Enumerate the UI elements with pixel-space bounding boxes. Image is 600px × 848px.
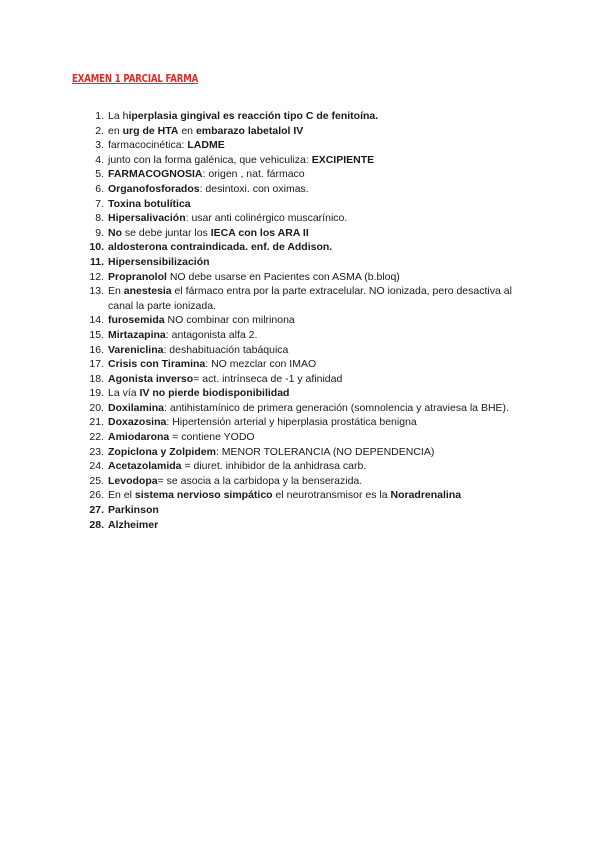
list-item-number: 3. [95,139,104,152]
list-item-bold-text: Parkinson [108,504,159,517]
list-item-text: : Hipertensión arterial y hiperplasia prostática benigna [166,416,417,429]
list-item-bold-text: iperplasia gingival es reacción tipo C de fenitoína. [128,110,379,122]
list-item [0,357,528,372]
list-item-number: 2. [95,124,104,137]
list-item [0,343,528,358]
list-item-text: : antagonista alfa 2. [165,328,258,341]
list-item-bold-text: sistema nervioso simpático [134,489,273,502]
list-item-number: 21. [89,416,104,429]
list-item-number: 15. [89,328,104,341]
list-item-number: 5. [95,168,104,181]
list-item-number: 4. [95,153,104,166]
list-item-text: : MENOR TOLERANCIA (NO DEPENDENCIA) [215,445,435,458]
list-item-bold-text: Acetazolamida [108,460,182,473]
list-item-bold-text: Agonista inverso [108,372,194,385]
list-item-text: : desintoxi. con oximas. [199,182,309,195]
list-item-text: : antihistamínico de primera generación (somnolencia y atraviesa la BHE). [164,401,509,414]
list-item-number: 13. [89,285,104,298]
list-item-bold-text: Noradrenalina [390,489,462,502]
list-item-text: NO combinar con milrinona [164,314,295,327]
list-item-number: 26. [89,489,104,502]
list-item-text: : deshabituación tabáquica [163,343,289,356]
list-item-bold-text: Doxilamina [108,401,165,414]
list-item [0,211,528,226]
list-item-bold-text: IECA con los ARA II [210,226,309,239]
list-item [0,328,528,343]
list-item-number: 25. [89,474,104,487]
list-item-text: La vía [108,387,140,400]
list-item [0,386,528,401]
list-item [0,459,528,474]
list-item [0,430,528,445]
list-item-bold-text: IV no pierde biodisponibilidad [139,387,290,400]
list-item [0,109,528,124]
list-item-number: 22. [89,431,104,444]
list-item [0,197,528,212]
list-item-number: 11. [89,255,104,268]
list-item [0,372,528,387]
list-item-number: 18. [89,372,104,385]
list-item-number: 24. [89,460,104,473]
list-item-text: se debe juntar los [122,226,211,239]
list-item-bold-text: Hipersensibilización [108,255,210,268]
list-item-bold-text: Vareniclina [108,343,164,356]
list-item-number: 10. [89,241,104,254]
list-item-text: el neurotransmisor es la [272,489,391,502]
list-item-bold-text: Crisis con Tiramina [108,358,206,371]
list-item-text: en [108,124,123,137]
list-item [0,488,528,503]
list-item-text: : origen , nat. fármaco [202,168,305,181]
list-item-bold-text: Zopiclona y Zolpidem [108,445,216,458]
list-item [0,518,528,533]
numbered-list [0,109,600,532]
list-item-text: = act. intrínseca de -1 y afinidad [193,372,343,385]
list-item-number: 28. [89,518,104,531]
list-item [0,240,528,255]
list-item-number: 17. [89,358,104,371]
list-item [0,270,528,285]
list-item [0,503,528,518]
list-item-bold-text: FARMACOGNOSIA [108,168,203,181]
list-item-text: En el [108,489,135,502]
list-item [0,284,528,313]
list-item [0,415,528,430]
list-item-bold-text: Amiodarona [108,431,170,444]
list-item [0,474,528,489]
list-item-bold-text: urg de HTA [122,124,179,137]
list-item-number: 1. [95,110,104,122]
list-item-bold-text: furosemida [108,314,165,327]
list-item-text: junto con la forma galénica, que vehiculiza: [108,153,312,166]
list-item [0,138,528,153]
list-item-text: = se asocia a la carbidopa y la benserazida. [157,474,363,487]
list-item-text: = contiene YODO [169,431,255,444]
list-item-text: = diuret. inhibidor de la anhidrasa carb. [181,460,367,473]
list-item [0,401,528,416]
list-item-number: 9. [95,226,104,239]
list-item-text: NO debe usarse en Pacientes con ASMA (b.bloq) [166,270,400,283]
list-item-bold-text: anestesia [123,285,172,298]
list-item-bold-text: Hipersalivación [108,212,186,225]
list-item [0,445,528,460]
list-item [0,153,528,168]
list-item-number: 20. [89,401,104,414]
list-item-number: 8. [95,212,104,225]
list-item-text: En [108,285,124,298]
list-item-text: farmacocinética: [108,139,188,152]
list-item-text: : usar anti colinérgico muscarínico. [185,212,348,225]
list-item-bold-text: Alzheimer [108,518,159,531]
list-item-number: 16. [89,343,104,356]
list-item-bold-text: Propranolol [108,270,167,283]
list-item-bold-text: EXCIPIENTE [311,153,375,166]
list-item [0,255,528,270]
list-item-text: en [178,124,196,137]
list-item-number: 23. [89,445,104,458]
document-title: EXAMEN 1 PARCIAL FARMA [72,73,199,85]
list-item-bold-text: aldosterona contraindicada. enf. de Addison. [108,241,333,254]
list-item-bold-text: embarazo labetalol IV [195,124,304,137]
list-item [0,226,528,241]
list-item-bold-text: Levodopa [108,474,158,487]
list-item [0,167,528,182]
list-item-number: 7. [95,197,104,210]
list-item-bold-text: Doxazosina [108,416,167,429]
list-item-number: 14. [89,314,104,327]
list-item-bold-text: Organofosforados [108,182,200,195]
list-item-number: 27. [89,504,104,517]
list-item-bold-text: No [108,226,122,239]
list-item-text: el fármaco entra por la parte extracelular. NO ionizada, pero desactiva al canal la parte ionizada. [108,285,512,312]
list-item-text: : NO mezclar con IMAO [205,358,317,371]
list-item [0,182,528,197]
list-item-text: La h [108,110,129,122]
list-item [0,124,528,139]
list-item-number: 12. [89,270,104,283]
list-item-bold-text: Toxina botulítica [108,197,191,210]
list-item-number: 19. [89,387,104,400]
list-item-bold-text: LADME [187,139,225,152]
list-item-bold-text: Mirtazapina [108,328,166,341]
list-item-number: 6. [95,182,104,195]
list-item [0,313,528,328]
